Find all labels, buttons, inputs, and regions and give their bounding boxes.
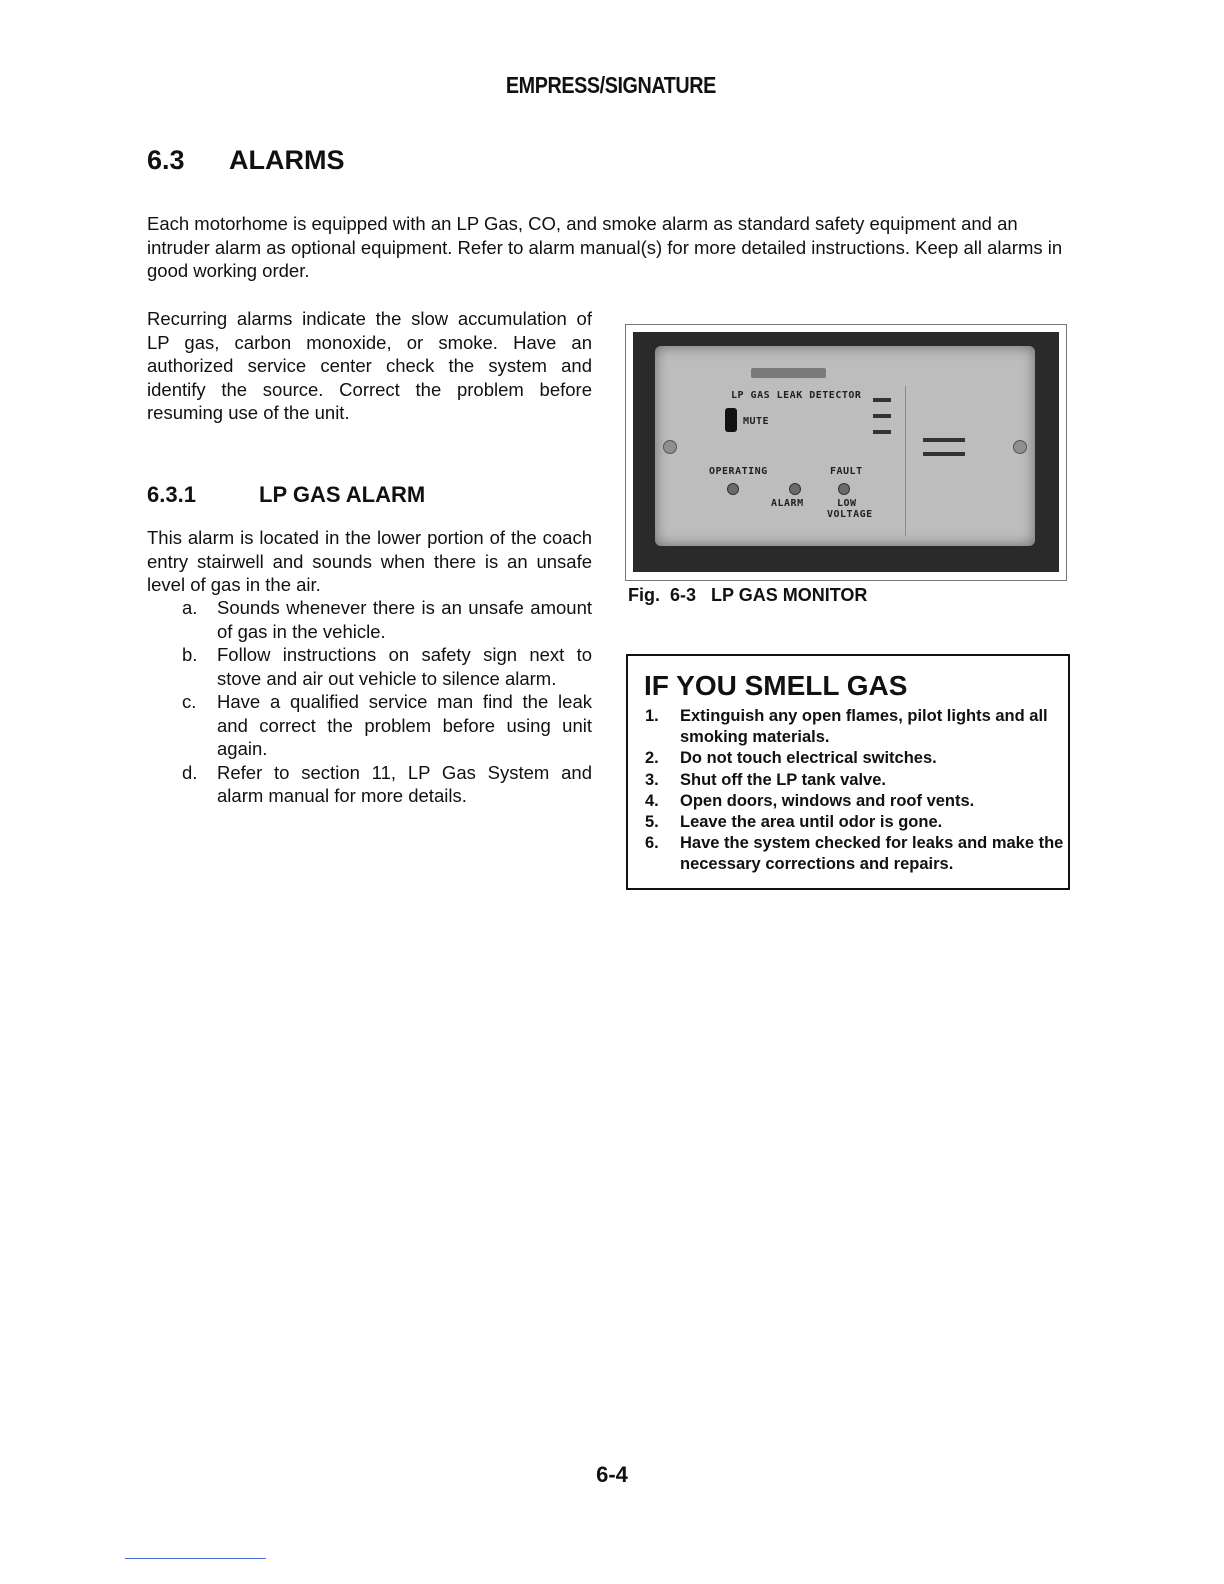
list-item xyxy=(645,748,1065,769)
step-text: Sounds whenever there is an unsafe amount of gas in the vehicle. xyxy=(217,597,592,642)
list-item xyxy=(645,791,1065,812)
step-letter: c. xyxy=(182,691,197,712)
warning-step-text: Have the system checked for leaks and make the necessary corrections and repairs. xyxy=(680,834,1064,874)
section-title: ALARMS xyxy=(229,145,345,175)
fault-label: FAULT xyxy=(830,466,863,477)
alarm-led xyxy=(789,483,801,495)
speaker-slot xyxy=(873,430,891,434)
brand-logo xyxy=(751,368,826,378)
panel-divider xyxy=(905,386,906,536)
warning-step-number: 3. xyxy=(645,770,659,789)
warning-step-number: 2. xyxy=(645,749,659,768)
speaker-slot xyxy=(873,398,891,402)
footer-rule xyxy=(125,1558,266,1559)
step-letter: a. xyxy=(182,597,198,618)
operating-label: OPERATING xyxy=(709,466,768,477)
warning-title: IF YOU SMELL GAS xyxy=(644,670,908,701)
warning-step-text: Extinguish any open flames, pilot lights and all smoking materials. xyxy=(680,707,1048,747)
subsection-heading xyxy=(147,482,425,508)
monitor-panel xyxy=(655,346,1035,546)
subsection-number: 6.3.1 xyxy=(147,482,196,507)
list-item xyxy=(645,812,1065,833)
list-item xyxy=(645,706,1065,748)
lp-gas-monitor-figure xyxy=(625,324,1067,581)
warning-steps xyxy=(645,706,1065,876)
warning-step-text: Shut off the LP tank valve. xyxy=(680,770,886,789)
subsection-title: LP GAS ALARM xyxy=(259,482,426,507)
list-item xyxy=(147,596,592,643)
intro-paragraph: Each motorhome is equipped with an LP Gas, CO, and smoke alarm as standard safety equipment and an intruder alarm as optional equipment. Refer to alarm manual(s) for more detailed instructions. Keep all alarms in good working order. xyxy=(147,213,1063,281)
step-text: Refer to section 11, LP Gas System and alarm manual for more details. xyxy=(217,761,592,806)
speaker-slot xyxy=(923,438,965,442)
operating-led xyxy=(727,483,739,495)
section-heading xyxy=(147,145,345,176)
step-letter: b. xyxy=(182,644,198,665)
step-letter: d. xyxy=(182,761,198,783)
warning-step-text: Do not touch electrical switches. xyxy=(680,749,937,768)
running-header: EMPRESS/SIGNATURE xyxy=(505,72,716,98)
alarm-label: ALARM xyxy=(771,498,804,509)
warning-step-number: 1. xyxy=(645,707,659,725)
lp-alarm-description: This alarm is located in the lower portion of the coach entry stairwell and sounds when there is an unsafe level of gas in the air. xyxy=(147,527,592,595)
step-text: Have a qualified service man find the leak and correct the problem before using unit again. xyxy=(217,691,592,759)
list-item xyxy=(147,643,592,690)
low-label: LOW xyxy=(837,498,857,509)
speaker-slot xyxy=(923,452,965,456)
mute-button xyxy=(725,408,737,432)
mute-label: MUTE xyxy=(743,416,770,427)
warning-step-number: 5. xyxy=(645,813,659,832)
speaker-slot xyxy=(873,414,891,418)
screw-icon xyxy=(663,440,677,454)
lp-gas-monitor-photo xyxy=(633,332,1059,572)
list-item xyxy=(645,833,1065,875)
list-item xyxy=(147,761,592,808)
lp-alarm-steps xyxy=(147,596,592,808)
gas-warning-box xyxy=(626,654,1070,890)
recurring-alarms-paragraph: Recurring alarms indicate the slow accumulation of LP gas, carbon monoxide, or smoke. Have an authorized service center check the system and identify the source. Correct the problem before resuming use of the unit. xyxy=(147,308,592,423)
step-text: Follow instructions on safety sign next to stove and air out vehicle to silence alarm. xyxy=(217,644,592,689)
list-item xyxy=(645,770,1065,791)
list-item xyxy=(147,690,592,761)
fault-led xyxy=(838,483,850,495)
warning-step-number: 4. xyxy=(645,791,659,810)
page-number: 6-4 xyxy=(596,1462,628,1487)
voltage-label: VOLTAGE xyxy=(827,509,873,520)
warning-step-text: Leave the area until odor is gone. xyxy=(680,813,943,832)
figure-caption: Fig. 6-3 LP GAS MONITOR xyxy=(628,585,868,605)
warning-step-number: 6. xyxy=(645,834,659,853)
detector-label: LP GAS LEAK DETECTOR xyxy=(731,390,862,401)
warning-step-text: Open doors, windows and roof vents. xyxy=(680,791,975,810)
screw-icon xyxy=(1013,440,1027,454)
section-number: 6.3 xyxy=(147,145,185,175)
